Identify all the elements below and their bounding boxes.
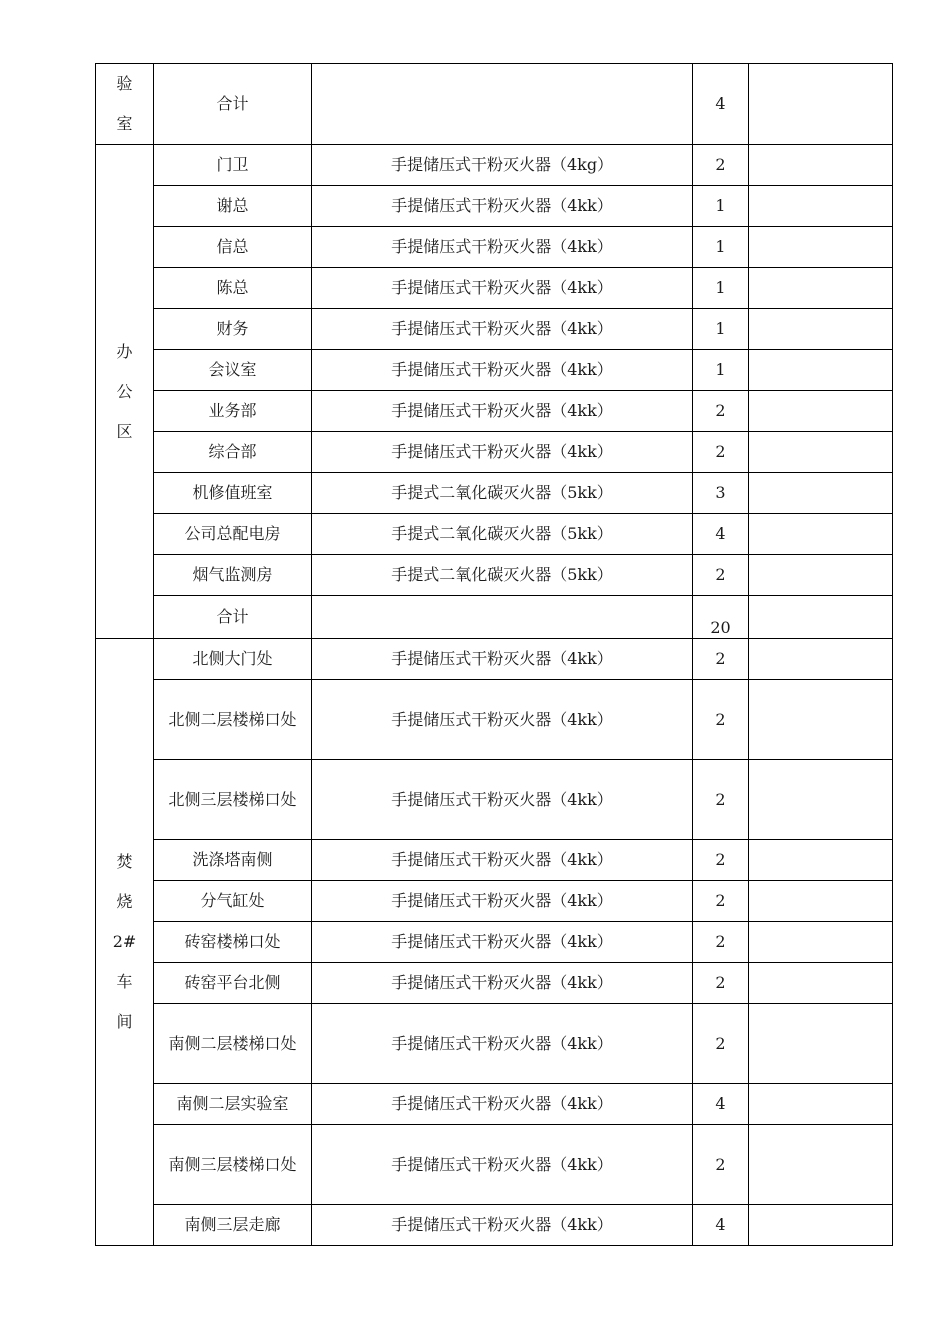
area-cell bbox=[96, 64, 154, 145]
remarks-cell bbox=[749, 1125, 893, 1205]
location-cell bbox=[154, 840, 312, 881]
extinguisher-type-cell: 手提式二氧化碳灭火器（5kk） bbox=[312, 514, 693, 555]
location-text: 合计 bbox=[216, 94, 249, 113]
remarks-cell bbox=[749, 309, 893, 350]
table-row bbox=[96, 881, 893, 922]
extinguisher-type-cell: 手提储压式干粉灭火器（4kk） bbox=[312, 963, 693, 1004]
area-char: 2# bbox=[112, 932, 137, 951]
table-row bbox=[96, 963, 893, 1004]
extinguisher-type-cell: 手提式二氧化碳灭火器（5kk） bbox=[312, 473, 693, 514]
extinguisher-type-cell: 手提储压式干粉灭火器（4kk） bbox=[312, 840, 693, 881]
quantity-cell: 4 bbox=[693, 514, 749, 555]
quantity-cell: 2 bbox=[693, 840, 749, 881]
location-cell bbox=[154, 391, 312, 432]
remarks-cell bbox=[749, 1205, 893, 1246]
location-text: 南侧二层楼梯口处 bbox=[168, 1033, 297, 1053]
quantity-cell: 4 bbox=[693, 64, 749, 145]
remarks-cell bbox=[749, 473, 893, 514]
table-row bbox=[96, 514, 893, 555]
quantity-cell: 2 bbox=[693, 680, 749, 760]
location-cell bbox=[154, 514, 312, 555]
quantity-cell: 2 bbox=[693, 922, 749, 963]
location-text: 业务部 bbox=[208, 401, 257, 420]
area-char: 公 bbox=[116, 381, 133, 401]
table-row bbox=[96, 268, 893, 309]
remarks-cell bbox=[749, 514, 893, 555]
quantity-cell: 1 bbox=[693, 268, 749, 309]
extinguisher-type-cell: 手提储压式干粉灭火器（4kk） bbox=[312, 1125, 693, 1205]
location-cell bbox=[154, 309, 312, 350]
table-row bbox=[96, 555, 893, 596]
extinguisher-type-cell: 手提储压式干粉灭火器（4kk） bbox=[312, 922, 693, 963]
extinguisher-type-cell: 手提式二氧化碳灭火器（5kk） bbox=[312, 555, 693, 596]
extinguisher-type-cell: 手提储压式干粉灭火器（4kk） bbox=[312, 309, 693, 350]
table-row bbox=[96, 680, 893, 760]
location-text: 北侧大门处 bbox=[192, 649, 273, 668]
extinguisher-type-cell: 手提储压式干粉灭火器（4kk） bbox=[312, 1205, 693, 1246]
location-text: 北侧三层楼梯口处 bbox=[168, 789, 297, 809]
quantity-cell: 2 bbox=[693, 1004, 749, 1084]
location-text: 砖窑平台北侧 bbox=[184, 973, 281, 992]
location-text: 洗涤塔南侧 bbox=[192, 850, 273, 869]
area-char: 区 bbox=[116, 421, 133, 441]
location-cell bbox=[154, 963, 312, 1004]
location-cell bbox=[154, 596, 312, 639]
quantity-cell: 3 bbox=[693, 473, 749, 514]
remarks-cell bbox=[749, 555, 893, 596]
table-body bbox=[96, 64, 893, 1246]
remarks-cell bbox=[749, 881, 893, 922]
extinguisher-type-cell: 手提储压式干粉灭火器（4kk） bbox=[312, 881, 693, 922]
quantity-cell: 1 bbox=[693, 309, 749, 350]
quantity-cell: 2 bbox=[693, 639, 749, 680]
extinguisher-type-cell: 手提储压式干粉灭火器（4kk） bbox=[312, 432, 693, 473]
table-row bbox=[96, 186, 893, 227]
location-cell bbox=[154, 64, 312, 145]
table-row bbox=[96, 760, 893, 840]
location-cell bbox=[154, 1205, 312, 1246]
extinguisher-type-cell: 手提储压式干粉灭火器（4kk） bbox=[312, 1084, 693, 1125]
extinguisher-table bbox=[95, 63, 893, 1246]
location-cell bbox=[154, 1125, 312, 1205]
remarks-cell bbox=[749, 227, 893, 268]
location-text: 信总 bbox=[216, 237, 249, 256]
remarks-cell bbox=[749, 1004, 893, 1084]
location-cell bbox=[154, 473, 312, 514]
location-cell bbox=[154, 227, 312, 268]
remarks-cell bbox=[749, 268, 893, 309]
remarks-cell bbox=[749, 760, 893, 840]
quantity-cell bbox=[693, 596, 749, 639]
location-cell bbox=[154, 1004, 312, 1084]
table-row bbox=[96, 350, 893, 391]
location-cell bbox=[154, 760, 312, 840]
quantity-cell: 2 bbox=[693, 555, 749, 596]
location-cell bbox=[154, 639, 312, 680]
extinguisher-type-cell bbox=[312, 64, 693, 145]
location-text: 综合部 bbox=[208, 442, 257, 461]
area-char: 办 bbox=[116, 341, 133, 361]
area-char: 焚 bbox=[116, 852, 133, 871]
table-row bbox=[96, 1004, 893, 1084]
quantity-text: 20 bbox=[710, 618, 731, 637]
remarks-cell bbox=[749, 840, 893, 881]
quantity-cell: 1 bbox=[693, 350, 749, 391]
location-text: 北侧二层楼梯口处 bbox=[168, 709, 297, 729]
area-char: 车 bbox=[116, 972, 133, 991]
location-text: 合计 bbox=[216, 607, 249, 626]
remarks-cell bbox=[749, 145, 893, 186]
extinguisher-type-cell: 手提储压式干粉灭火器（4kk） bbox=[312, 760, 693, 840]
remarks-cell bbox=[749, 680, 893, 760]
location-text: 公司总配电房 bbox=[184, 524, 281, 543]
extinguisher-type-cell: 手提储压式干粉灭火器（4kk） bbox=[312, 186, 693, 227]
table-row bbox=[96, 432, 893, 473]
location-cell bbox=[154, 145, 312, 186]
location-text: 门卫 bbox=[216, 155, 249, 174]
quantity-cell: 2 bbox=[693, 391, 749, 432]
remarks-cell bbox=[749, 186, 893, 227]
table-row bbox=[96, 473, 893, 514]
location-text: 会议室 bbox=[208, 360, 257, 379]
table-row bbox=[96, 227, 893, 268]
location-cell bbox=[154, 922, 312, 963]
location-text: 谢总 bbox=[216, 196, 249, 215]
location-cell bbox=[154, 186, 312, 227]
quantity-cell: 2 bbox=[693, 1125, 749, 1205]
area-cell bbox=[96, 639, 154, 1246]
location-cell bbox=[154, 555, 312, 596]
quantity-cell: 2 bbox=[693, 881, 749, 922]
quantity-cell: 2 bbox=[693, 432, 749, 473]
location-cell bbox=[154, 432, 312, 473]
area-char: 间 bbox=[116, 1012, 133, 1031]
quantity-cell: 2 bbox=[693, 963, 749, 1004]
table-row bbox=[96, 1125, 893, 1205]
remarks-cell bbox=[749, 350, 893, 391]
remarks-cell bbox=[749, 432, 893, 473]
area-char: 室 bbox=[116, 114, 133, 133]
table-row bbox=[96, 145, 893, 186]
table-row bbox=[96, 596, 893, 639]
remarks-cell bbox=[749, 391, 893, 432]
location-text: 南侧三层走廊 bbox=[184, 1215, 281, 1234]
location-cell bbox=[154, 881, 312, 922]
location-cell bbox=[154, 350, 312, 391]
location-text: 烟气监测房 bbox=[192, 565, 273, 584]
extinguisher-type-cell: 手提储压式干粉灭火器（4kk） bbox=[312, 268, 693, 309]
area-char: 烧 bbox=[116, 892, 133, 911]
quantity-cell: 1 bbox=[693, 186, 749, 227]
location-text: 砖窑楼梯口处 bbox=[184, 932, 281, 951]
extinguisher-type-cell bbox=[312, 596, 693, 639]
location-cell bbox=[154, 268, 312, 309]
table-row bbox=[96, 64, 893, 145]
extinguisher-type-cell: 手提储压式干粉灭火器（4kk） bbox=[312, 227, 693, 268]
location-text: 机修值班室 bbox=[192, 483, 273, 502]
table-row bbox=[96, 1205, 893, 1246]
remarks-cell bbox=[749, 639, 893, 680]
extinguisher-type-cell: 手提储压式干粉灭火器（4kk） bbox=[312, 639, 693, 680]
location-cell bbox=[154, 1084, 312, 1125]
extinguisher-type-cell: 手提储压式干粉灭火器（4kk） bbox=[312, 1004, 693, 1084]
table-row bbox=[96, 922, 893, 963]
table-row bbox=[96, 639, 893, 680]
location-cell bbox=[154, 680, 312, 760]
remarks-cell bbox=[749, 922, 893, 963]
table-row bbox=[96, 309, 893, 350]
remarks-cell bbox=[749, 64, 893, 145]
location-text: 陈总 bbox=[216, 278, 249, 297]
quantity-cell: 2 bbox=[693, 760, 749, 840]
remarks-cell bbox=[749, 596, 893, 639]
remarks-cell bbox=[749, 1084, 893, 1125]
location-text: 南侧二层实验室 bbox=[176, 1094, 289, 1113]
area-char: 验 bbox=[116, 74, 133, 93]
extinguisher-type-cell: 手提储压式干粉灭火器（4kg） bbox=[312, 145, 693, 186]
location-text: 财务 bbox=[216, 319, 249, 338]
location-text: 分气缸处 bbox=[200, 891, 265, 910]
quantity-cell: 4 bbox=[693, 1084, 749, 1125]
extinguisher-type-cell: 手提储压式干粉灭火器（4kk） bbox=[312, 680, 693, 760]
quantity-cell: 1 bbox=[693, 227, 749, 268]
table-row bbox=[96, 391, 893, 432]
table-row bbox=[96, 840, 893, 881]
quantity-cell: 4 bbox=[693, 1205, 749, 1246]
table-row bbox=[96, 1084, 893, 1125]
remarks-cell bbox=[749, 963, 893, 1004]
extinguisher-type-cell: 手提储压式干粉灭火器（4kk） bbox=[312, 350, 693, 391]
area-cell bbox=[96, 145, 154, 639]
quantity-cell: 2 bbox=[693, 145, 749, 186]
location-text: 南侧三层楼梯口处 bbox=[168, 1154, 297, 1174]
extinguisher-type-cell: 手提储压式干粉灭火器（4kk） bbox=[312, 391, 693, 432]
